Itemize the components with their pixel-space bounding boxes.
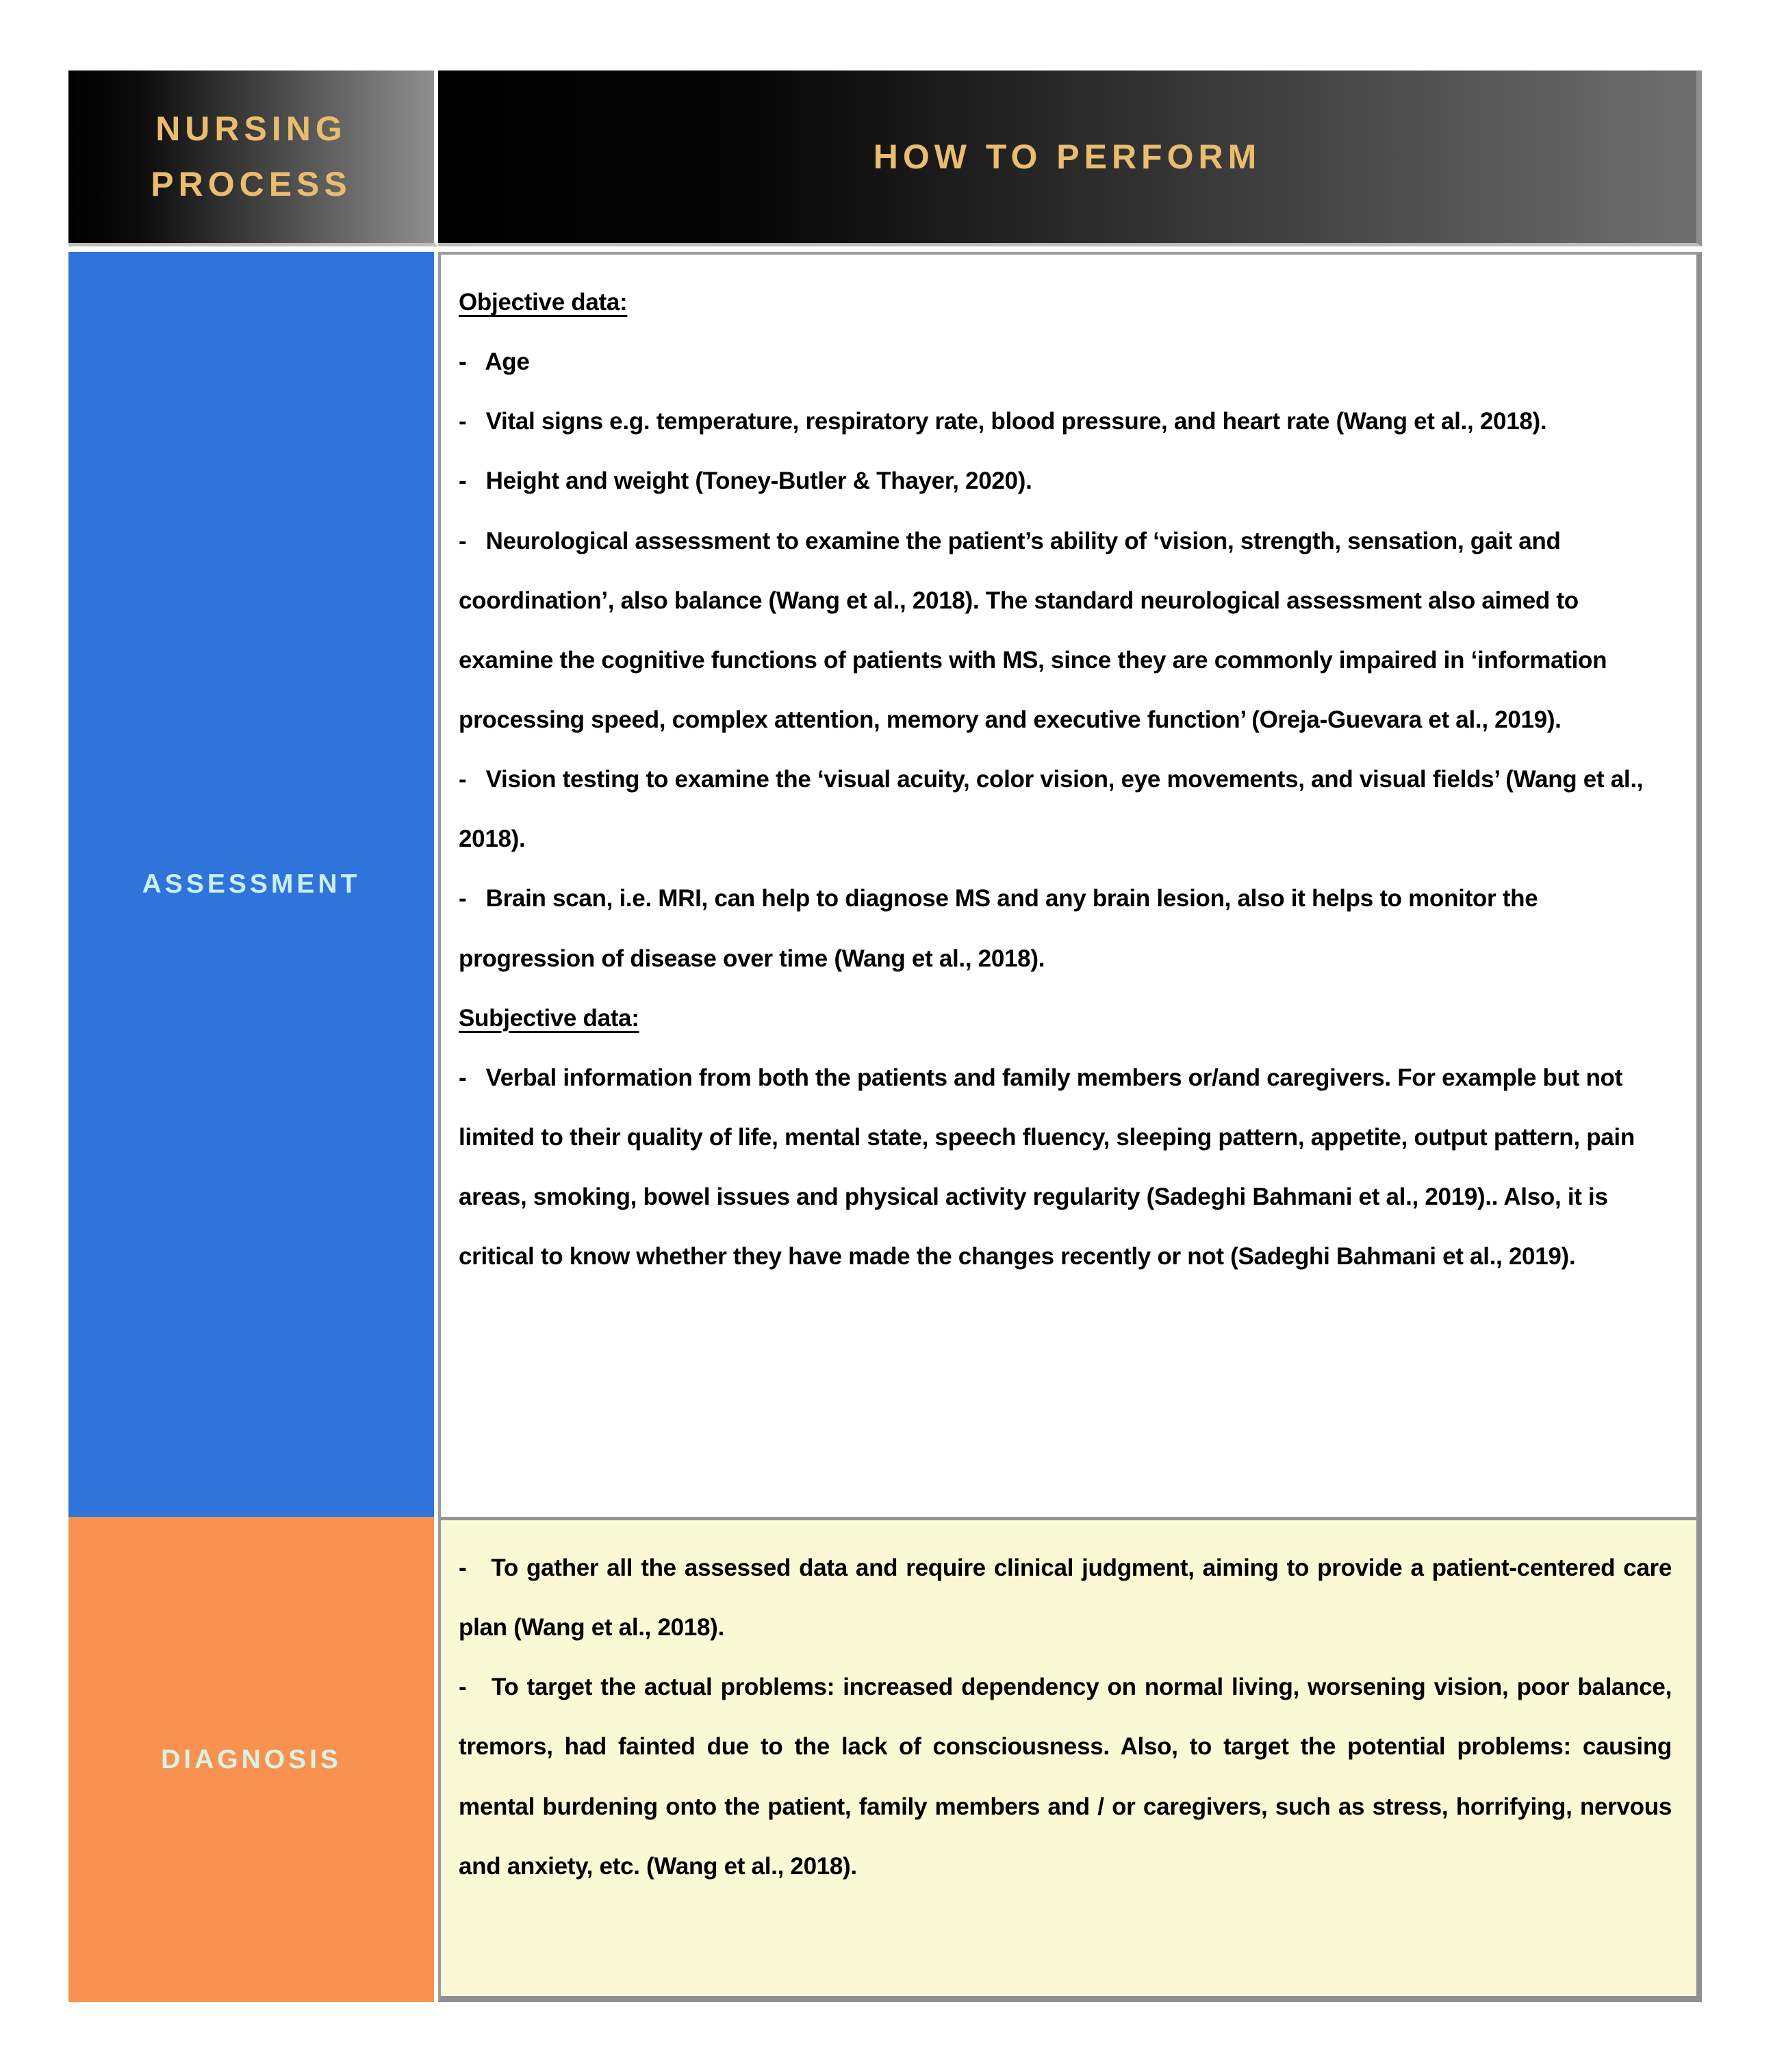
header-cell-how-to-perform — [438, 71, 1702, 246]
section-heading: Objective data: — [459, 289, 628, 316]
nursing-process-table — [68, 71, 1702, 2002]
section-heading: Subjective data: — [459, 1004, 639, 1032]
row-label-text: DIAGNOSIS — [161, 1744, 342, 1774]
bullet-paragraph: - Verbal information from both the patients and family members or/and caregivers. For example but not limited to their quality of life, mental state, speech fluency, sleeping pattern, appetite, output pattern, pain areas, smoking, bowel issues and physical activity regularity (Sadeghi Bahmani et al., 2019).. Also, it is critical to know whether they have made the changes recently or not (Sadeghi Bahmani et al., 2019). — [459, 1064, 1635, 1270]
bullet-paragraph: - Neurological assessment to examine the patient’s ability of ‘vision, strength, sensation, gait and coordination’, also balance (Wang et al., 2018). The standard neurological assessment also aimed to examine the cognitive functions of patients with MS, since they are commonly impaired in ‘information processing speed, complex attention, memory and executive function’ (Oreja-Guevara et al., 2019). — [459, 527, 1607, 733]
row-label-assessment — [68, 252, 438, 1517]
bullet-paragraph: - Brain scan, i.e. MRI, can help to diagnose MS and any brain lesion, also it helps to monitor the progression of disease over time (Wang et al., 2018). — [459, 885, 1538, 972]
row-label-diagnosis — [68, 1517, 438, 2002]
bullet-paragraph: - Vital signs e.g. temperature, respiratory rate, blood pressure, and heart rate (Wang et al., 2018). — [459, 408, 1547, 435]
bullet-paragraph: - Age — [459, 348, 530, 376]
bullet-paragraph: - To gather all the assessed data and require clinical judgment, aiming to provide a patient-centered care plan (Wang et al., 2018). — [459, 1555, 1672, 1641]
row-content-assessment — [438, 252, 1702, 1517]
bullet-paragraph: - To target the actual problems: increased dependency on normal living, worsening vision, poor balance, tremors, had fainted due to the lack of consciousness. Also, to target the potential problems: causing mental burdening onto the patient, family members and / or caregivers, such as stress, horrifying, nervous and anxiety, etc. (Wang et al., 2018). — [459, 1674, 1672, 1880]
header-body-divider — [68, 246, 1702, 252]
header-how-to-perform-title: HOW TO PERFORM — [873, 137, 1262, 176]
bullet-paragraph: - Height and weight (Toney-Butler & Thayer, 2020). — [459, 468, 1032, 495]
bullet-paragraph: - Vision testing to examine the ‘visual acuity, color vision, eye movements, and visual fields’ (Wang et al., 2018). — [459, 766, 1644, 853]
header-nursing-process-title: NURSING PROCESS — [151, 110, 352, 203]
row-label-text: ASSESSMENT — [142, 869, 361, 899]
header-cell-nursing-process — [68, 71, 438, 246]
row-content-diagnosis — [438, 1517, 1702, 2002]
